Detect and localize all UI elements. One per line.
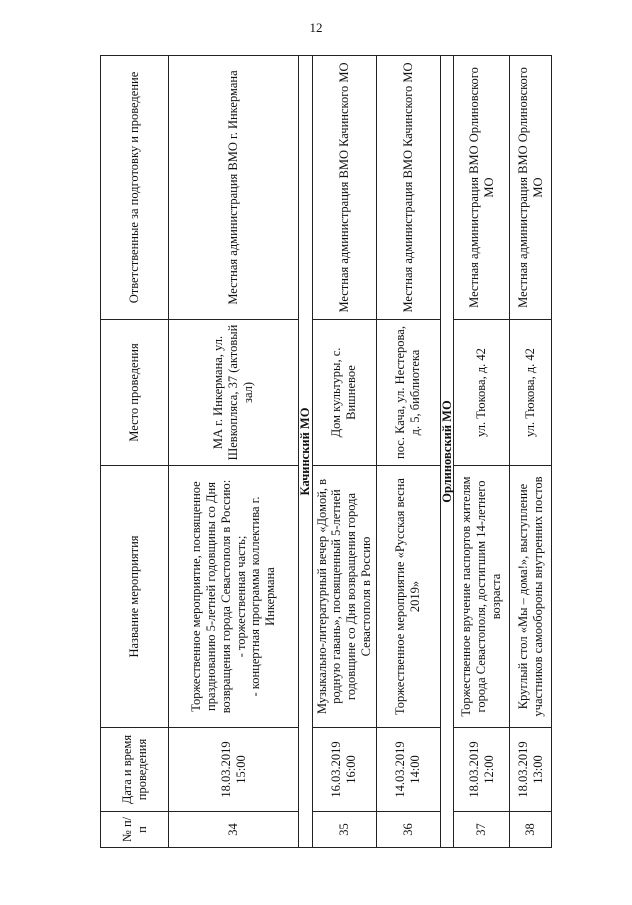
section-title: Орлиновский МО (440, 56, 454, 848)
event-name-line: - торжественная часть; (233, 535, 248, 658)
header-date: Дата и время проведения (101, 728, 169, 812)
row-datetime (169, 728, 299, 812)
table-row (169, 56, 299, 848)
row-time: 16:00 (344, 755, 358, 784)
row-datetime (510, 728, 552, 812)
row-num: 37 (454, 812, 510, 848)
row-date: 14.03.2019 (393, 741, 408, 798)
event-name-line: - концертная программа коллектива г. Инкермана (248, 496, 277, 697)
row-num: 38 (510, 812, 552, 848)
event-name-line: Торжественное мероприятие, посвященное празднованию 5-летней годовщины со Дня возвращения города Севастополя в Россию: (189, 479, 233, 714)
row-time: 13:00 (530, 755, 545, 784)
table-row (454, 56, 510, 848)
table-row (510, 56, 552, 848)
row-event-name: Торжественное мероприятие «Русская весна 2019» (376, 466, 440, 728)
row-date: 18.03.2019 (466, 741, 481, 798)
row-num: 36 (376, 812, 440, 848)
row-event-name: Музыкально-литературный вечер «Домой, в родную гавань», посвященный 5-летней годовщине со Дня возвращения города Севастополя в Россию (312, 466, 376, 728)
row-num: 35 (312, 812, 376, 848)
section-header-row (299, 56, 313, 848)
row-time: 14:00 (408, 755, 422, 784)
row-place: ул. Тюкова, д. 42 (510, 320, 552, 466)
row-date: 18.03.2019 (218, 741, 233, 798)
row-place: ул. Тюкова, д. 42 (454, 320, 510, 466)
row-place: Дом культуры, с. Вишневое (312, 320, 376, 466)
row-event-name: Круглый стол «Мы – дома!», выступление участников самообороны внутренних постов (510, 466, 552, 728)
row-date: 18.03.2019 (515, 741, 530, 798)
row-time: 12:00 (481, 755, 496, 784)
row-place: МА г. Инкермана, ул. Шевкопляса, 37 (актовый зал) (169, 320, 299, 466)
header-place: Место проведения (101, 320, 169, 466)
row-responsible: Местная администрация ВМО Качинского МО (376, 56, 440, 320)
table-header-row (101, 56, 169, 848)
row-datetime (454, 728, 510, 812)
row-datetime (312, 728, 376, 812)
row-responsible: Местная администрация ВМО Орлиновского МО (510, 56, 552, 320)
page-number: 12 (309, 20, 323, 35)
rotated-table-wrapper (100, 56, 545, 848)
section-header-row (440, 56, 454, 848)
row-place: пос. Кача, ул. Нестерова, д. 5, библиотека (376, 320, 440, 466)
section-title: Качинский МО (299, 56, 313, 848)
row-date: 16.03.2019 (329, 741, 344, 798)
row-responsible: Местная администрация ВМО Качинского МО (312, 56, 376, 320)
row-datetime (376, 728, 440, 812)
row-event-name: Торжественное вручение паспортов жителям города Севастополя, достигшим 14-летнего возраста (454, 466, 510, 728)
row-responsible: Местная администрация ВМО г. Инкермана (169, 56, 299, 320)
row-event-name (169, 466, 299, 728)
header-responsible: Ответственные за подготовку и проведение (101, 56, 169, 320)
header-num: № п/п (101, 812, 169, 848)
row-num: 34 (169, 812, 299, 848)
row-responsible: Местная администрация ВМО Орлиновского МО (454, 56, 510, 320)
table-row (376, 56, 440, 848)
header-name: Название мероприятия (101, 466, 169, 728)
table-row (312, 56, 376, 848)
events-table (100, 55, 552, 848)
row-time: 15:00 (233, 755, 248, 784)
